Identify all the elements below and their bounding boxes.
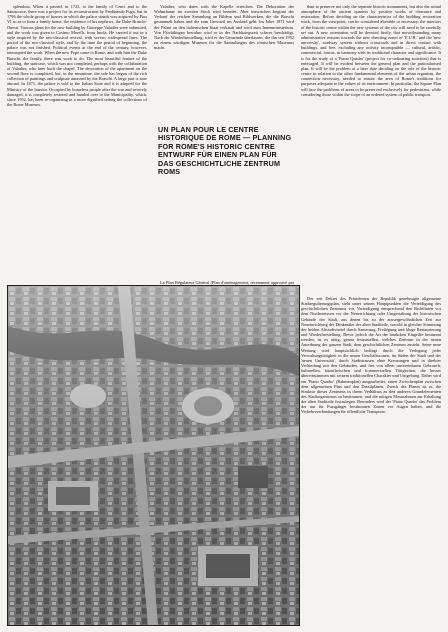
paragraph: than to preserve not only the separate historic monuments, but also the actual atmosphere of the ancient quarters by positive works of clearance and restoration. Before deciding on the characteristics of the building restoration work, from the viewpoint, can be considered alterable or necessary, the interiors of the historic centre within the new systems of the city will need to be carefully set out. A new orientation will be devoted firstly, that notwithstanding many administrative reasons towards the new directing zones of 'E.U.R.' and the 'new university', roadway system without crossroads and in direct contact with buildings, and free, excluding any activity incompatible — cultural, artistic, commercial, tourist, in harmony with its traditional character and significance. It is for the study of a 'Piano Quadro' (project for co-ordinating activities) that is envisaged. It will be evident between the general plan and the particularised plan. It will be the problem at a later date deciding on the role of the historic centre in relation to the other fundamental elements of the urban organism, the connection necessary, needed to ensure the area of Rome's traditions for purposes adequate to the values of its environment. In particular, the Square Plan will face the problems of areas to be preserved exclusively for pedestrians, while considering those within the scope of an ordered system of public transport. [301, 4, 441, 97]
text-column-italian-english [7, 4, 147, 284]
text-column-english [301, 4, 441, 282]
text-column-german [154, 4, 294, 122]
paragraph: La Plan Régulateur Général (Plan d'aménagement, récemment approuvé par [160, 280, 294, 285]
paragraph: Valadier, who dates with the Kapelle erreichen. Die Dekoration der Wohnräume im zweiten Stock wird beendet. Aber inzwischen beginnt der Verkauf der reichen Sammlung an Bildern und Bildwerken, die die Braschi gesammelt haben und die zum Grossteil ins Ausland geht. Im Jahre 1871 wird der Palast an den italienischen Staat verkauft und wird zum Innenministerium. Von Flüchtlingen bewohnt wird er in der Nachkriegszeit schwer beschädigt. Nach der Wiederherstellung, wird er der Gemeinde überlassen, die ihn seit 1952 zu einem würdigen Museum für die Sammlungen des römischen Museums macht. [154, 4, 294, 51]
paragraph: Der seit Dekret des Präsidenten der Republik genehmigte allgemeine Stadtregulierungsplan, sieht unter seinen Hauptpunkten die Verteidigung des geschichtlichen Zentrums vor. Verteidigung entsprechend den Richtlinien vor dem Niederreissen vor der Neuerrichtung oder Umgestaltung der historischen Gebäude der Stadt, aus denen bis zu der aussergewöhnlichen Zeit zur Neueinrichtung der Denkmäler der alten Stadtteile, sowohl in gleicher Stimmung der beiden Altstadtviertel durch Sanierung, Freilegung und kluge Restaurierung und Wiederherstellung. Bevor jedoch die Art der baulichen Eingriffe bestimmt werden, ist es nötig, genau festzustellen, welches Zentrum in der neuen Anordnung der ganzen Stadt, dem geschichtlichen Zentrum zusteht. Seine neue Wertung wird hauptsächlich bedingt durch die Verlegung jeder Verwaltungstätigkeit in die neuen Geschäftszonen, im Süden der Stadt und der 'neuen Universität', durch Stadtstrassen ohne Kreuzungen und in direkter Verbindung mit den Gebäuden, und frei von allem unvereinbaren Gebrauch, kulturellen, künstlerischen und kommerziellen Tätigkeiten, die besser übereinstimmen mit seinem traditionellen Charakter und Umgebung. Daher wird ein 'Piano Quadro' (Rahmenplan) ausgearbeitet, einen Zwischenplan zwischen dem allgemeinen Plan und den Detailplänen. Zweck des Planes ist es, die Struktur dieses Zentrums in ihrem Verhältnis zu den anderen Grundelementen des Stadtorganismus zu bestimmen, und die nötigen Massnahmen zur Erhaltung der alten Stadtteile festzulegen. Besonders wird der 'Piano Quadro' das Problem der nur für Fussgänger bestimmten Zonen vor Augen halten, und die Verkehrsverbindungen für öffentliche Transporte. [301, 296, 441, 415]
rooftops-image [8, 286, 299, 625]
text-column-german-plan [301, 296, 441, 624]
article-headline: UN PLAN POUR LE CENTRE HISTORIQUE DE ROME — PLANNING FOR ROME'S HISTORIC CENTRE ENTWURF FÜR EINEN PLAN FÜR DAS GESCHICHTLICHE ZENTRUM ROMS [158, 125, 292, 177]
aerial-photo-of-rome [7, 285, 300, 626]
paragraph: splendour. When it passed, in 1723, to the family of Cenci and to the Santacroce, there was a project for its reconstruction by Ferdinando Fuga, but in 1796 the whole group of houses in which the palace stands was acquired by Pius VI so as to form a family home, the residence of his nephews, the Duke Braschi-Onesti. Various plans for the new building by Giuseppe Valadier were submitted, and the work was given to Cosimo Morelli, from Imola. He carried it out in a style inspired by the neo-classical revival, with severe, widespread lines. The period of the neo-classical style, and by the time the period of beginning, the palace was not finished. Political events at the end of the century, however, interrupted the work. When the new Pope came to Rome, and with him the Duke Braschi, the family, there was work to do. The most beautiful feature of the building, the staircase, which was not completed, perhaps with the collaboration of Valadier, who later built the chapel. The decoration of the apartment on the second floor is completed, but, in the meantime, the sale has begun of the rich collection of paintings and sculpture amassed by the Braschi. A large part is now abroad. In 1871, the palace is sold to the Italian State and it is adapted for the Ministry of the Interior. Occupied by homeless people after the war and severely damaged, it is completely restored and handed over to the Municipality, which, since 1952, has been re-organizing in a more dignified setting the collections of the Rome Museum. [7, 4, 147, 107]
